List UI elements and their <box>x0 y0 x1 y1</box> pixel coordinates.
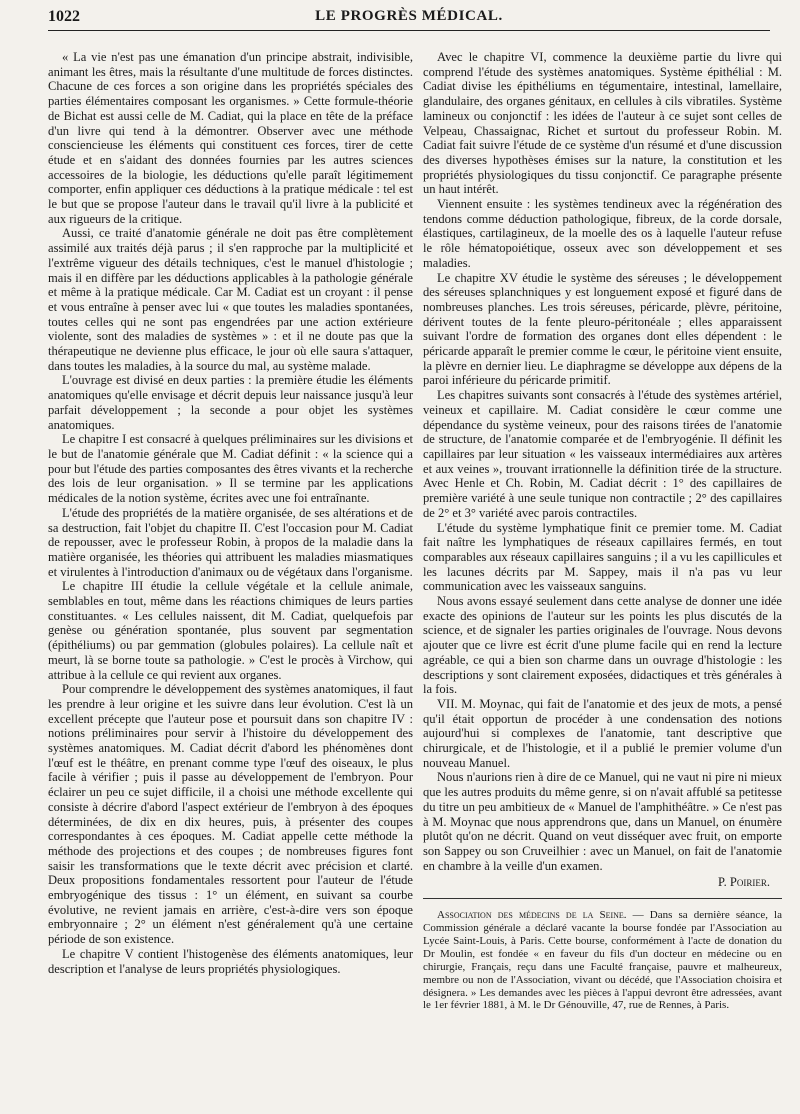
section-divider <box>423 898 782 899</box>
association-notice <box>423 909 782 1012</box>
paragraph: Les chapitres suivants sont consacrés à l'étude des systèmes artériel, veineux et capillaire. M. Cadiat considère le cœur comme une dépendance du système veineux, pour des raisons tirées de l'anatomie de structure, de l'anatomie comparée et de l'embryogénie. Il définit les capillaires par leur situation « les vaisseaux intermédiaires aux artères et aux veines », trouvant irrationnelle la définition tirée de la structure. Avec Henle et Ch. Robin, M. Cadiat décrit : 1° des capillaires de première variété à une seule tunique non contractile ; 2° des capillaires de 2° et 3° variété avec parois contractiles. <box>423 388 782 520</box>
left-column <box>48 50 413 976</box>
paragraph: Nous avons essayé seulement dans cette analyse de donner une idée exacte des opinions de l'auteur sur les points les plus discutés de la science, et de signaler les parties originales de l'ouvrage. Nous devons ajouter que ce livre est écrit d'une plume facile qui en rend la lecture agréable, ce qui a bien son charme dans un ouvrage d'histologie : les descriptions y sont clairement exposées, didactiques et très générales à la fois. <box>423 594 782 697</box>
paragraph: « La vie n'est pas une émanation d'un principe abstrait, indivisible, animant les êtres, mais la résultante d'une multitude de forces distinctes. Chacune de ces forces a son origine dans les propriétés spéciales des parties élémentaires composant les organismes. » Cette formule-théorie de Bichat est aussi celle de M. Cadiat, qui la place en tête de la préface d'un livre qui tend à la démontrer. Observer avec une méthode consciencieuse les éléments qui constituent ces forces, tirer de cette étude et en s'aidant des données fournies par les autres sciences accessoires de la biologie, les déductions qu'elle paraît légitimement comporter, enfin appliquer ces déductions à la pratique médicale : tel est le but que se propose l'auteur dans le travail qu'il livre à la publicité et aux rigueurs de la critique. <box>48 50 413 226</box>
notice-text: — Dans sa dernière séance, la Commission générale a déclaré vacante la bourse fondée par l'Association au Lycée Saint-Louis, à Paris. Cette bourse, conformément à l'acte de donation du Dr Moulin, est fondée « en faveur du fils d'un docteur en médecine ou en chirurgie, Français, reçu dans une Faculté française, pauvre et malheureux, membre ou non de l'Association, vivant ou décédé, que l'Association choisira et désignera. » Les demandes avec les pièces à l'appui devront être adressées, avant le 1er février 1881, à M. le Dr Génouville, 47, rue de Rennes, à Paris. <box>423 909 782 1012</box>
paragraph: Le chapitre I est consacré à quelques préliminaires sur les divisions et le but de l'anatomie générale que M. Cadiat définit : « la science qui a pour but l'étude des parties composantes des êtres vivants et la recherche des lois de leur organisation. » Il se termine par les applications médicales de la notion système, écrites avec une foi entraînante. <box>48 432 413 506</box>
page-number: 1022 <box>48 8 80 25</box>
paragraph: L'étude du système lymphatique finit ce premier tome. M. Cadiat fait naître les lymphatiques de réseaux capillaires fermés, en tout comparables aux réseaux capillaires sanguins ; il a vu les capillicules et les lacunes décrits par M. Sappey, mais il n'a pas vu leur communication avec les vaisseaux sanguins. <box>423 520 782 594</box>
journal-title: LE PROGRÈS MÉDICAL. <box>315 8 503 24</box>
paragraph: L'étude des propriétés de la matière organisée, de ses altérations et de sa destruction, fait l'objet du chapitre II. C'est l'occasion pour M. Cadiat de repousser, avec le professeur Robin, à propos de la maladie dans la matière organisée, les théories qui attribuent les maladies miasmatiques et virulentes à l'introduction d'animaux ou de végétaux dans l'organisme. <box>48 505 413 579</box>
notice-title: Association des médecins de la Seine. <box>437 909 627 922</box>
right-column <box>423 50 782 1012</box>
paragraph: Le chapitre V contient l'histogenèse des éléments anatomiques, leur description et l'analyse de leurs propriétés physiologiques. <box>48 946 413 976</box>
paragraph: Viennent ensuite : les systèmes tendineux avec la régénération des tendons comme déduction pathologique, fibreux, de la corde dorsale, élastiques, cartilagineux, de la moelle des os à laquelle l'auteur refuse le rôle hématopoiétique, osseux avec son développement et ses maladies. <box>423 197 782 270</box>
paragraph: Avec le chapitre VI, commence la deuxième partie du livre qui comprend l'étude des systèmes anatomiques. Système épithélial : M. Cadiat divise les épithéliums en tégumentaire, intestinal, lamellaire, glandulaire, des organes génitaux, en cellules à cils vibratiles. Système lamineux ou conjonctif : les idées de l'auteur à ce sujet sont celles de Velpeau, Chassaignac, Richet et surtout du professeur Robin. M. Cadiat fait suivre l'étude de ce système d'un résumé et d'une discussion des diverses hypothèses émises sur la nature, la constitution et les propriétés physiologiques du tissu conjonctif. Ce paragraphe présente un haut intérêt. <box>423 50 782 197</box>
paragraph: Le chapitre III étudie la cellule végétale et la cellule animale, semblables en tout, même dans les réactions chimiques de leurs parties constituantes. « Les cellules naissent, dit M. Cadiat, quelquefois par genèse ou génération spontanée, plus souvent par segmentation (épithéliums) ou par gemmation (globules polaires). La cellule naît et meurt, là se borne toute sa pathologie. » C'est le procès à Virchow, qui attribue à la cellule ce qui revient aux organes. <box>48 579 413 682</box>
author-signature: P. Poirier. <box>718 875 770 890</box>
paragraph: Le chapitre XV étudie le système des séreuses ; le développement des séreuses splanchniques y est longuement exposé et figuré dans de nombreuses planches. Les trois séreuses, péricarde, plèvre, péritoine, dérivent toutes de la fente pleuro-péritonéale ; elles apparaissent suivant l'ordre de formation des organes dont elles dépendent : le péricarde apparaît le premier comme le cœur, le péritoine vient ensuite, la plèvre en dernier lieu. Le diaphragme se développe aux dépens de la paroi inférieure du péricarde primitif. <box>423 270 782 388</box>
paragraph: Nous n'aurions rien à dire de ce Manuel, qui ne vaut ni pire ni mieux que les autres produits du même genre, si on n'avait affublé sa petitesse du titre un peu ambitieux de « Manuel de l'amphithéâtre. » Ce n'est pas à M. Moynac que nous apprendrons que, dans un Manuel, on énumère plutôt qu'on ne décrit. Quand on veut disséquer avec fruit, on emporte son Sappey ou son Cruveilhier : avec un Manuel, on fait de l'anatomie en chambre à la veille d'un examen. <box>423 770 782 873</box>
paragraph: Pour comprendre le développement des systèmes anatomiques, il faut les prendre à leur origine et les suivre dans leur évolution. C'est là un excellent précepte que l'auteur pose et poursuit dans son chapitre IV : notions préliminaires pour servir à l'histoire du développement des systèmes anatomiques. M. Cadiat décrit d'abord les phénomènes dont l'œuf est le théâtre, en prenant comme type l'œuf des oiseaux, le plus facile à vérifier ; puis il passe au développement de l'embryon. Pour éclairer un peu ce sujet difficile, il a choisi une méthode excellente qui consiste à décrire d'abord l'aspect extérieur de l'embryon à des époques déterminées, de dix en dix heures, puis, à présenter des coupes correspondantes à ces époques. M. Cadiat appelle cette méthode la méthode des projections et des coupes ; de nombreuses figures font saisir les transformations que le texte décrit avec précision et clarté. Deux propositions fondamentales ressortent pour l'auteur de l'étude embryogénique des tissus : 1° un élément, en suivant sa courbe évolutive, ne revient jamais en arrière, c'est-à-dire vers son époque embryonnaire ; 2° un élément n'est généralement qu'à une certaine période de son existence. <box>48 682 413 947</box>
page-header <box>48 8 770 31</box>
paragraph: VII. M. Moynac, qui fait de l'anatomie et des jeux de mots, a pensé qu'il était opportun de procéder à une condensation des notions aujourd'hui si complexes de l'anatomie, tant descriptive que chirurgicale, et de l'histologie, et il a publié le premier volume d'un nouveau Manuel. <box>423 696 782 770</box>
paragraph: Aussi, ce traité d'anatomie générale ne doit pas être complètement assimilé aux traités déjà parus ; il s'en rapproche par la multiplicité et l'extrême vigueur des détails techniques, c'est le manuel d'histologie ; mais il en diffère par les déductions applicables à la pathologie générale et même à la pratique médicale. Car M. Cadiat est un croyant : il pense et vous entraîne à penser avec lui « que toutes les maladies spontanées, toutes celles qui ne sont pas engendrées par une action extérieure violente, sont des maladies de systèmes » : et il ne doute pas que la thérapeutique ne devienne plus efficace, le jour où elle saura s'attaquer, dans toutes les maladies, à la source du mal, au système malade. <box>48 226 413 373</box>
paragraph: L'ouvrage est divisé en deux parties : la première étudie les éléments anatomiques qu'elle envisage et décrit depuis leur naissance jusqu'à leur parfait développement ; la seconde a pour objet les systèmes anatomiques. <box>48 373 413 432</box>
